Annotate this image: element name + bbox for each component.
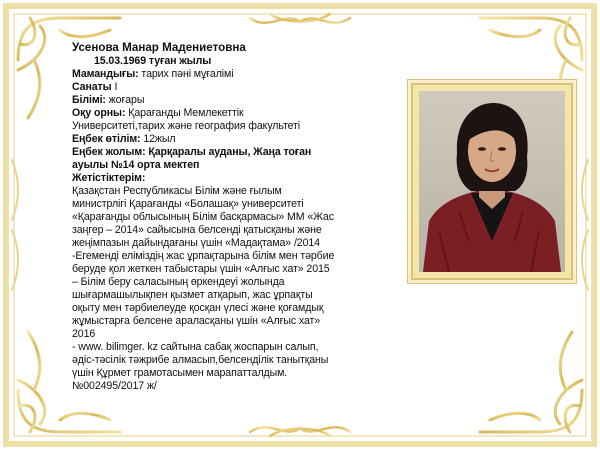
achievement-line: үшін Құрмет грамотасымен марапатталдым.: [72, 367, 288, 379]
photo-frame: [411, 83, 573, 280]
education-value: жоғары: [105, 94, 145, 106]
biography-text: [72, 41, 402, 393]
education-row: [72, 94, 402, 107]
category-label: Санаты: [72, 81, 112, 93]
achievement-line: оқыту мен тәрбиелеуде қосқан үлесі және қоғамдық: [72, 302, 324, 314]
top-center-ornament: [250, 14, 350, 23]
bottom-center-ornament: [250, 427, 350, 436]
person-name: Усенова Манар Мадениетовна: [72, 41, 246, 54]
study-place-row-2: Университеті,тарих және география факультеті: [72, 120, 301, 132]
work-row: Еңбек жолым: Қарқаралы ауданы, Жаңа тоған: [72, 146, 312, 158]
portrait-photo: [419, 91, 565, 272]
experience-row: [72, 133, 402, 146]
achievement-line: заңгер – 2014» сайысына белсенді қатысқаны және: [72, 224, 322, 236]
achievement-line: беруде қол жеткен табыстары үшін «Алғыс хат» 2015: [72, 263, 330, 275]
achievement-line: «Қарағанды облысының Білім басқармасы» ММ «Жас: [72, 211, 334, 223]
achievement-line: министрлігі Қарағанды «Болашақ» университеті: [72, 198, 304, 210]
achievement-line: жеңімпазын дайындағаны үшін «Мадақтама» /2014: [72, 237, 320, 249]
specialty-label: Мамандығы:: [72, 68, 139, 80]
specialty-row: [72, 68, 402, 81]
achievement-line: - www. bilimger. kz сайтына сабақ жоспарын салып,: [72, 341, 319, 353]
achievement-line: әдіс-тәсілік тәжрибе алмасып,белсенділік танытқаны: [72, 354, 329, 366]
category-row: [72, 81, 402, 94]
experience-value: 12жыл: [140, 133, 176, 145]
achievement-line: №002495/2017 ж/: [72, 380, 157, 392]
study-place-value: Қарағанды Мемлекеттік: [125, 107, 244, 119]
achievements-label: Жетістіктерім:: [72, 172, 146, 184]
study-place-row: [72, 107, 402, 120]
achievement-line: -Егеменді еліміздің жас ұрпақтарына білім мен тәрбие: [72, 250, 335, 262]
achievement-line: 2016: [72, 328, 96, 340]
achievement-line: Қазақстан Республикасы Білім және ғылым: [72, 185, 282, 197]
achievement-line: жұмыстарға белсене араласқаны үшін «Алғыс хат»: [72, 315, 321, 327]
specialty-value: тарих пәні мұғалімі: [138, 68, 234, 80]
achievements-list: [72, 185, 402, 393]
category-value: І: [111, 81, 118, 93]
achievement-line: шығармашылықпен қызмет атқарып, жас ұрпақты: [72, 289, 313, 301]
study-place-label: Оқу орны:: [72, 107, 126, 119]
birth-date: 15.03.1969 туған жылы: [94, 55, 212, 67]
achievement-line: – Білім беру саласының өркендеуі жолында: [72, 276, 285, 288]
portrait-icon: [419, 91, 565, 272]
work-row-2: ауылы №14 орта мектеп: [72, 159, 200, 171]
education-label: Білімі:: [72, 94, 106, 106]
experience-label: Еңбек өтілім:: [72, 133, 141, 145]
corner-ornament-bottom-right: [480, 332, 582, 432]
